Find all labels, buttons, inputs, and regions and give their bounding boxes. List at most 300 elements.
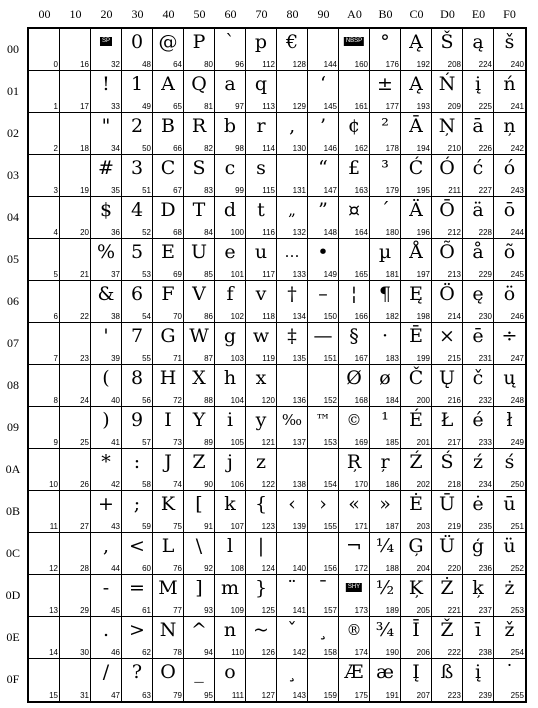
char-glyph: Ų [438, 367, 455, 389]
char-glyph: Ģ [408, 535, 424, 557]
char-cell [401, 71, 432, 113]
char-glyph: 0 [130, 31, 144, 53]
char-code: 243 [510, 186, 524, 195]
char-code: 195 [416, 186, 430, 195]
char-code: 74 [173, 480, 182, 489]
char-cell [463, 617, 494, 659]
char-glyph: ± [377, 73, 393, 95]
char-cell [308, 407, 339, 449]
char-code: 140 [292, 564, 306, 573]
char-cell [215, 533, 246, 575]
char-cell [308, 239, 339, 281]
char-code: 23 [80, 354, 89, 363]
char-glyph: z [255, 451, 266, 473]
char-cell [122, 323, 153, 365]
char-glyph: ¼ [375, 535, 395, 557]
char-code: 229 [478, 270, 492, 279]
char-cell [463, 29, 494, 71]
char-cell [29, 491, 60, 533]
char-cell [153, 155, 184, 197]
char-code: 72 [173, 396, 182, 405]
char-cell [29, 113, 60, 155]
char-code: 44 [111, 564, 120, 573]
char-cell [463, 197, 494, 239]
char-glyph: ³ [381, 157, 389, 179]
char-glyph: i [226, 409, 234, 431]
char-code: 111 [231, 691, 244, 700]
char-glyph: = [129, 577, 145, 599]
char-code: 82 [204, 144, 213, 153]
char-cell [370, 29, 401, 71]
char-cell [432, 491, 463, 533]
char-code: 240 [510, 60, 524, 69]
char-cell [246, 239, 277, 281]
char-glyph: ` [225, 31, 235, 53]
char-cell [122, 281, 153, 323]
char-glyph: ¸ [318, 619, 328, 641]
row-header: 06 [7, 294, 19, 308]
char-code: 209 [447, 102, 461, 111]
char-glyph: ė [472, 493, 484, 515]
char-glyph: . [102, 619, 110, 641]
char-cell [308, 113, 339, 155]
char-cell [339, 407, 370, 449]
char-code: 185 [385, 438, 399, 447]
char-glyph: ° [380, 31, 390, 53]
char-cell [432, 113, 463, 155]
char-cell [339, 659, 370, 701]
char-cell [308, 491, 339, 533]
char-cell [401, 491, 432, 533]
char-cell [339, 575, 370, 617]
char-code: 16 [80, 60, 89, 69]
char-code: 109 [230, 606, 244, 615]
char-cell [215, 659, 246, 701]
char-glyph: ’ [319, 115, 327, 137]
char-cell [153, 113, 184, 155]
column-header: 90 [317, 7, 330, 21]
char-cell [308, 29, 339, 71]
char-cell [29, 659, 60, 701]
char-glyph: © [346, 411, 362, 429]
row-header: 01 [7, 84, 19, 98]
char-cell [494, 323, 525, 365]
char-code: 100 [230, 228, 244, 237]
char-code: 187 [385, 522, 399, 531]
char-code: 154 [323, 480, 337, 489]
char-cell [91, 659, 122, 701]
char-glyph: ń [503, 73, 516, 95]
char-glyph: † [287, 283, 297, 305]
char-cell [370, 449, 401, 491]
char-code: 21 [80, 270, 89, 279]
char-cell [60, 113, 91, 155]
char-cell [494, 29, 525, 71]
char-code: 120 [261, 396, 275, 405]
char-glyph: 9 [130, 409, 144, 431]
char-glyph: t [257, 199, 265, 221]
char-cell [91, 29, 122, 71]
char-cell [277, 533, 308, 575]
column-header: 80 [286, 7, 299, 21]
char-cell [215, 155, 246, 197]
char-cell [153, 491, 184, 533]
char-code: 12 [49, 564, 58, 573]
char-glyph: ? [131, 661, 143, 683]
char-code: 62 [142, 648, 151, 657]
char-code: 132 [292, 228, 306, 237]
char-code: 151 [323, 354, 337, 363]
char-glyph: y [255, 409, 267, 431]
char-code: 253 [510, 606, 524, 615]
char-code: 75 [173, 522, 182, 531]
char-cell [308, 659, 339, 701]
char-code: 173 [354, 606, 368, 615]
char-code: 193 [416, 102, 430, 111]
char-code: 189 [385, 606, 399, 615]
char-glyph: ‹ [288, 493, 296, 515]
char-cell [494, 533, 525, 575]
char-code: 196 [416, 228, 430, 237]
char-cell [153, 617, 184, 659]
row-header: 07 [7, 336, 19, 350]
row-header: 02 [7, 126, 19, 140]
char-code: 39 [111, 354, 120, 363]
char-cell [215, 323, 246, 365]
char-glyph: # [98, 157, 114, 179]
char-code: 48 [142, 60, 151, 69]
char-cell [215, 113, 246, 155]
char-glyph: • [317, 241, 329, 263]
char-code: 50 [142, 144, 151, 153]
char-cell [494, 491, 525, 533]
char-code: 148 [323, 228, 337, 237]
char-cell [60, 365, 91, 407]
char-code: 66 [173, 144, 182, 153]
row-header: 0E [6, 630, 20, 644]
char-cell [339, 323, 370, 365]
char-cell [432, 197, 463, 239]
char-glyph: s [256, 157, 266, 179]
char-glyph: ó [503, 157, 516, 179]
char-cell [215, 71, 246, 113]
char-cell [122, 449, 153, 491]
char-glyph: Ė [409, 493, 423, 515]
char-code: 152 [323, 396, 337, 405]
char-cell [494, 281, 525, 323]
char-cell [91, 239, 122, 281]
char-glyph: Q [191, 73, 207, 95]
char-cell [463, 659, 494, 701]
char-code: 166 [354, 312, 368, 321]
char-code: 245 [510, 270, 524, 279]
char-code: 225 [478, 102, 492, 111]
char-cell [91, 71, 122, 113]
char-glyph: ä [472, 199, 484, 221]
char-code: 9 [53, 438, 58, 447]
char-code: 15 [49, 691, 58, 700]
char-glyph: @ [158, 31, 178, 53]
char-glyph: 1 [130, 73, 144, 95]
char-glyph: I [164, 409, 172, 431]
char-code: 158 [323, 648, 337, 657]
char-code: 192 [416, 60, 430, 69]
char-cell [494, 449, 525, 491]
char-cell [494, 659, 525, 701]
char-code: 125 [261, 606, 275, 615]
char-code: 165 [354, 270, 368, 279]
char-glyph: Ą [409, 73, 423, 95]
char-glyph: ā [472, 115, 484, 137]
char-code: 168 [354, 396, 368, 405]
char-cell [184, 239, 215, 281]
row-header: 0F [6, 672, 20, 686]
char-glyph: C [160, 157, 176, 179]
char-code: 8 [53, 396, 58, 405]
char-cell [184, 113, 215, 155]
char-cell [122, 491, 153, 533]
char-cell [60, 617, 91, 659]
char-glyph: ~ [253, 619, 269, 641]
char-glyph: V [192, 283, 206, 305]
char-code: 3 [53, 186, 58, 195]
char-code: 60 [142, 564, 151, 573]
char-glyph: š [504, 31, 515, 53]
char-code: 146 [323, 144, 337, 153]
char-cell [122, 365, 153, 407]
char-code: 255 [510, 691, 524, 700]
char-glyph: ¦ [350, 283, 358, 305]
char-glyph: į [474, 73, 482, 95]
char-cell [401, 281, 432, 323]
char-code: 56 [142, 396, 151, 405]
char-code: 252 [510, 564, 524, 573]
char-code: 226 [478, 144, 492, 153]
char-code: 78 [173, 648, 182, 657]
char-glyph: $ [99, 199, 113, 221]
char-cell [91, 155, 122, 197]
char-cell [370, 533, 401, 575]
char-glyph: § [349, 325, 359, 347]
char-code: 87 [204, 354, 213, 363]
char-code: 224 [478, 60, 492, 69]
char-glyph: ķ [472, 577, 484, 599]
char-glyph: £ [347, 157, 361, 179]
char-code: 145 [323, 102, 337, 111]
char-cell [432, 29, 463, 71]
char-cell [91, 617, 122, 659]
char-cell [401, 29, 432, 71]
char-cell [215, 449, 246, 491]
char-cell [401, 365, 432, 407]
char-code: 51 [142, 186, 151, 195]
control-badge: SP [101, 38, 111, 44]
char-code: 205 [416, 606, 430, 615]
char-cell [60, 407, 91, 449]
char-cell [277, 407, 308, 449]
char-code: 108 [230, 564, 244, 573]
char-cell [277, 29, 308, 71]
char-glyph: ‚ [288, 115, 296, 137]
char-code: 7 [53, 354, 58, 363]
char-code: 200 [416, 396, 430, 405]
char-glyph: ū [503, 493, 516, 515]
char-glyph: Ó [439, 157, 455, 179]
char-code: 227 [478, 186, 492, 195]
char-code: 102 [230, 312, 244, 321]
char-code: 172 [354, 564, 368, 573]
char-glyph: L [161, 535, 175, 557]
char-code: 92 [204, 564, 213, 573]
char-cell [370, 239, 401, 281]
char-cell [494, 575, 525, 617]
char-code: 65 [173, 102, 182, 111]
char-code: 223 [447, 691, 461, 700]
char-glyph: P [192, 31, 206, 53]
char-glyph: ø [379, 367, 391, 389]
char-glyph: 2 [130, 115, 144, 137]
char-cell [29, 71, 60, 113]
char-code: 248 [510, 396, 524, 405]
char-cell [184, 659, 215, 701]
char-cell [308, 281, 339, 323]
char-code: 99 [235, 186, 244, 195]
char-cell [277, 113, 308, 155]
char-code: 40 [111, 396, 120, 405]
char-glyph: Ū [438, 493, 455, 515]
char-glyph: d [223, 199, 237, 221]
char-code: 176 [385, 60, 399, 69]
char-cell [432, 71, 463, 113]
char-glyph: e [224, 241, 236, 263]
char-glyph: ‡ [287, 325, 297, 347]
char-glyph: Ņ [438, 115, 456, 137]
char-glyph: " [101, 115, 111, 137]
char-cell [60, 239, 91, 281]
char-code: 90 [204, 480, 213, 489]
char-cell [29, 533, 60, 575]
char-code: 191 [385, 691, 399, 700]
char-cell [29, 29, 60, 71]
char-glyph: ę [472, 283, 484, 305]
char-glyph: G [160, 325, 176, 347]
char-code: 34 [111, 144, 120, 153]
char-code: 218 [447, 480, 461, 489]
char-glyph: ž [504, 619, 515, 641]
char-glyph: ˙ [504, 661, 515, 683]
char-cell [60, 323, 91, 365]
char-cell [246, 71, 277, 113]
char-code: 180 [385, 228, 399, 237]
char-glyph: q [254, 73, 268, 95]
char-code: 222 [447, 648, 461, 657]
char-code: 182 [385, 312, 399, 321]
column-header: 10 [69, 7, 82, 21]
char-cell [153, 449, 184, 491]
char-glyph: k [224, 493, 236, 515]
char-cell [432, 533, 463, 575]
char-code: 221 [447, 606, 461, 615]
char-cell [370, 71, 401, 113]
char-code: 128 [292, 60, 306, 69]
char-cell [401, 197, 432, 239]
char-glyph: Y [192, 409, 206, 431]
char-code: 101 [230, 270, 244, 279]
char-cell [463, 239, 494, 281]
char-glyph: ģ [471, 535, 485, 557]
char-code: 46 [111, 648, 120, 657]
char-cell [432, 239, 463, 281]
column-header: B0 [378, 7, 393, 21]
char-code: 211 [448, 186, 461, 195]
char-code: 42 [111, 480, 120, 489]
char-cell [401, 449, 432, 491]
char-cell [277, 617, 308, 659]
char-cell [91, 407, 122, 449]
char-code: 73 [173, 438, 182, 447]
char-cell [184, 281, 215, 323]
char-cell [122, 239, 153, 281]
char-cell [277, 323, 308, 365]
char-glyph: U [190, 241, 207, 263]
char-glyph: b [223, 115, 237, 137]
char-cell [401, 533, 432, 575]
char-code: 156 [323, 564, 337, 573]
char-code: 6 [53, 312, 58, 321]
char-cell [277, 197, 308, 239]
char-cell [432, 575, 463, 617]
char-code: 68 [173, 228, 182, 237]
char-cell [370, 197, 401, 239]
char-code: 233 [478, 438, 492, 447]
char-glyph: ¾ [375, 619, 395, 641]
char-cell [29, 575, 60, 617]
char-glyph: € [285, 31, 299, 53]
char-code: 113 [262, 102, 275, 111]
char-cell [153, 239, 184, 281]
char-code: 155 [323, 522, 337, 531]
char-cell [432, 449, 463, 491]
char-code: 67 [173, 186, 182, 195]
char-code: 53 [142, 270, 151, 279]
char-cell [339, 197, 370, 239]
char-glyph: X [192, 367, 206, 389]
char-glyph: ¬ [346, 535, 362, 557]
char-code: 97 [235, 102, 244, 111]
char-code: 178 [385, 144, 399, 153]
char-glyph: ż [504, 577, 515, 599]
char-cell [29, 323, 60, 365]
char-code: 104 [230, 396, 244, 405]
char-cell [308, 197, 339, 239]
char-glyph: , [102, 535, 110, 557]
char-code: 26 [80, 480, 89, 489]
char-code: 58 [142, 480, 151, 489]
char-code: 49 [142, 102, 151, 111]
char-code: 43 [111, 522, 120, 531]
char-code: 136 [292, 396, 306, 405]
char-cell [246, 281, 277, 323]
char-code: 207 [416, 691, 430, 700]
char-cell [246, 323, 277, 365]
char-cell [432, 365, 463, 407]
char-cell [339, 239, 370, 281]
char-glyph: J [164, 451, 172, 473]
char-glyph: [ [195, 493, 203, 515]
char-cell [463, 281, 494, 323]
char-code: 150 [323, 312, 337, 321]
char-cell [339, 617, 370, 659]
